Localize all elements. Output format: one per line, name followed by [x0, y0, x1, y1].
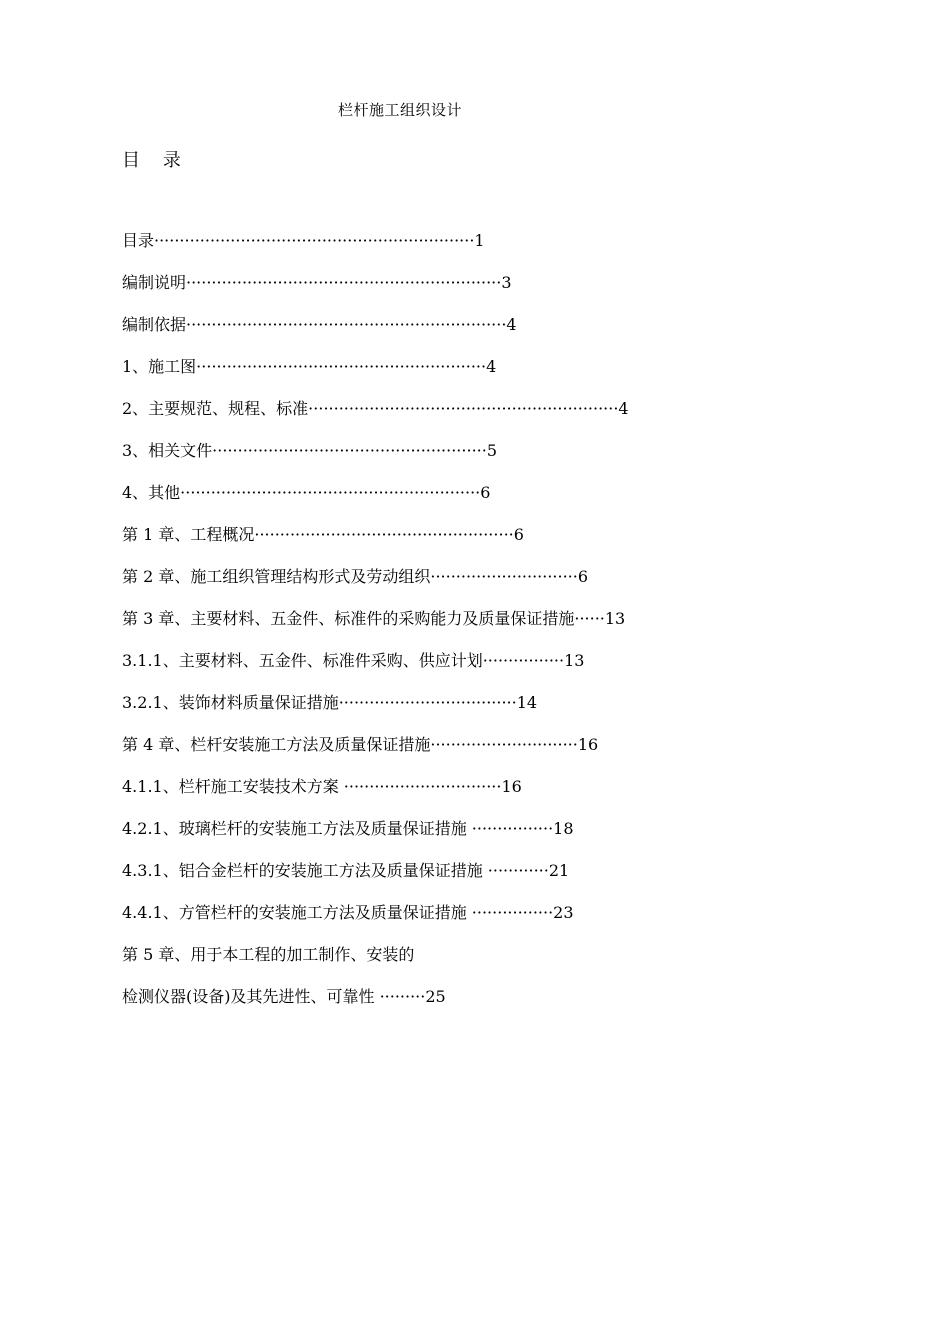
- toc-entry-3-1-1[interactable]: 3.1.1、主要材料、五金件、标准件采购、供应计划················13: [122, 651, 585, 670]
- toc-entry-4-4-1[interactable]: 4.4.1、方管栏杆的安装施工方法及质量保证措施 ················23: [122, 903, 574, 922]
- document-title: 栏杆施工组织设计: [338, 101, 463, 119]
- toc-entry-standards[interactable]: 2、主要规范、规程、标准·····························································4: [122, 399, 629, 418]
- toc-entry-4-3-1[interactable]: 4.3.1、铝合金栏杆的安装施工方法及质量保证措施 ············21: [122, 861, 570, 880]
- toc-entry-4-1-1[interactable]: 4.1.1、栏杆施工安装技术方案 ·······························16: [122, 777, 522, 796]
- toc-entry-compilation-notes[interactable]: 编制说明······························································3: [122, 273, 512, 292]
- toc-entry-3-2-1[interactable]: 3.2.1、装饰材料质量保证措施···································14: [122, 693, 538, 712]
- table-of-contents: [122, 229, 629, 1027]
- toc-entry-chapter-5[interactable]: 第 5 章、用于本工程的加工制作、安装的: [122, 945, 415, 964]
- toc-entry-others[interactable]: 4、其他···························································6: [122, 483, 491, 502]
- toc-entry-chapter-5-continued[interactable]: 检测仪器(设备)及其先进性、可靠性 ·········25: [122, 987, 446, 1006]
- toc-entry-chapter-4[interactable]: 第 4 章、栏杆安装施工方法及质量保证措施·····························16: [122, 735, 599, 754]
- toc-entry-related-documents[interactable]: 3、相关文件······················································5: [122, 441, 498, 460]
- toc-entry-chapter-1[interactable]: 第 1 章、工程概况···················································6: [122, 525, 524, 544]
- toc-entry-chapter-3[interactable]: 第 3 章、主要材料、五金件、标准件的采购能力及质量保证措施······13: [122, 609, 626, 628]
- toc-heading: 目 录: [122, 150, 181, 171]
- toc-entry-drawings[interactable]: 1、施工图·························································4: [122, 357, 497, 376]
- toc-entry-contents[interactable]: 目录·······························································1: [122, 231, 485, 250]
- toc-entry-4-2-1[interactable]: 4.2.1、玻璃栏杆的安装施工方法及质量保证措施 ················18: [122, 819, 574, 838]
- toc-entry-chapter-2[interactable]: 第 2 章、施工组织管理结构形式及劳动组织·····························6: [122, 567, 589, 586]
- toc-entry-compilation-basis[interactable]: 编制依据·······························································4: [122, 315, 517, 334]
